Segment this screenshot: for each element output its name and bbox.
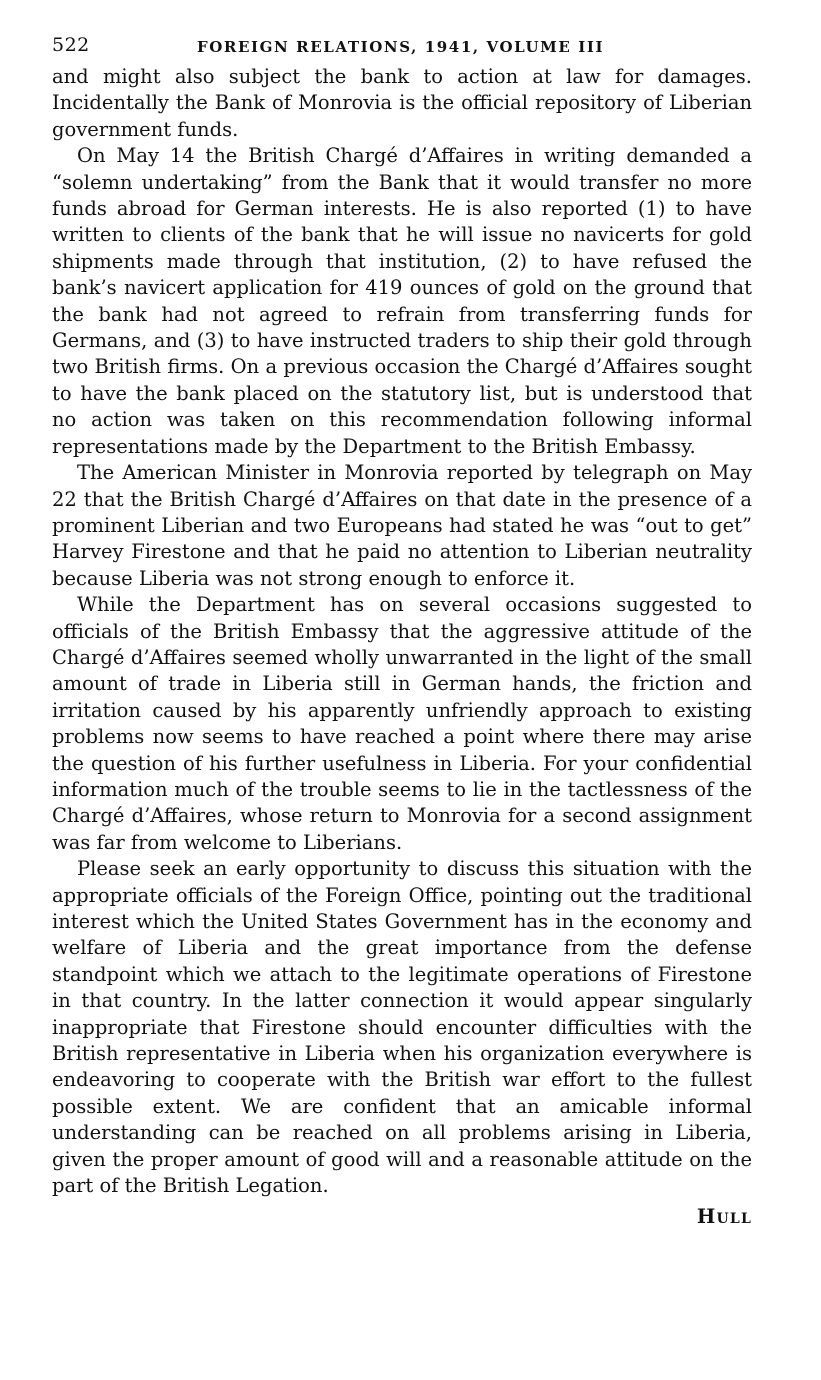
- paragraph: While the Department has on several occasions suggested to officials of the British Embassy that the aggressive attitude of the Chargé d’Affaires seemed wholly unwarranted in the light of the small amount of trade in Liberia still in German hands, the friction and irritation caused by his apparently unfriendly approach to existing problems now seems to have reached a point where there may arise the question of his further usefulness in Liberia. For your confidential information much of the trouble seems to lie in the tactlessness of the Chargé d’Affaires, whose return to Monrovia for a second assignment was far from welcome to Liberians.: [52, 593, 752, 854]
- paragraph: On May 14 the British Chargé d’Affaires in writing demanded a “solemn undertaking” from the Bank that it would transfer no more funds abroad for German interests. He is also reported (1) to have written to clients of the bank that he will issue no navicerts for gold shipments made through that institution, (2) to have refused the bank’s navicert application for 419 ounces of gold on the ground that the bank had not agreed to refrain from transferring funds for Germans, and (3) to have instructed traders to ship their gold through two British firms. On a previous occasion the Chargé d’Affaires sought to have the bank placed on the statutory list, but is understood that no action was taken on this recommendation following informal representations made by the Department to the British Embassy.: [52, 144, 752, 458]
- paragraph: The American Minister in Monrovia reported by telegraph on May 22 that the British Chargé d’Affaires on that date in the presence of a prominent Liberian and two Europeans had stated he was “out to get” Harvey Firestone and that he paid no attention to Liberian neutrality because Liberia was not strong enough to enforce it.: [52, 461, 752, 590]
- page-header: [52, 30, 752, 64]
- running-head: FOREIGN RELATIONS, 1941, VOLUME III: [197, 38, 605, 56]
- signature: Hull: [696, 1205, 752, 1229]
- paragraph-continuation: and might also subject the bank to action at law for damages. Incidentally the Bank of Monrovia is the official repository of Liberian government funds.: [52, 65, 752, 141]
- body-text: [52, 64, 752, 1199]
- document-page: [52, 30, 752, 1228]
- paragraph: Please seek an early opportunity to discuss this situation with the appropriate officials of the Foreign Office, pointing out the traditional interest which the United States Government has in the economy and welfare of Liberia and the great importance from the defense standpoint which we attach to the legitimate operations of Firestone in that country. In the latter connection it would appear singularly inappropriate that Firestone should encounter difficulties with the British representative in Liberia when his organization everywhere is endeavoring to cooperate with the British war effort to the fullest possible extent. We are confident that an amicable informal understanding can be reached on all problems arising in Liberia, given the proper amount of good will and a reasonable attitude on the part of the British Legation.: [52, 857, 752, 1198]
- page-number: 522: [52, 34, 90, 56]
